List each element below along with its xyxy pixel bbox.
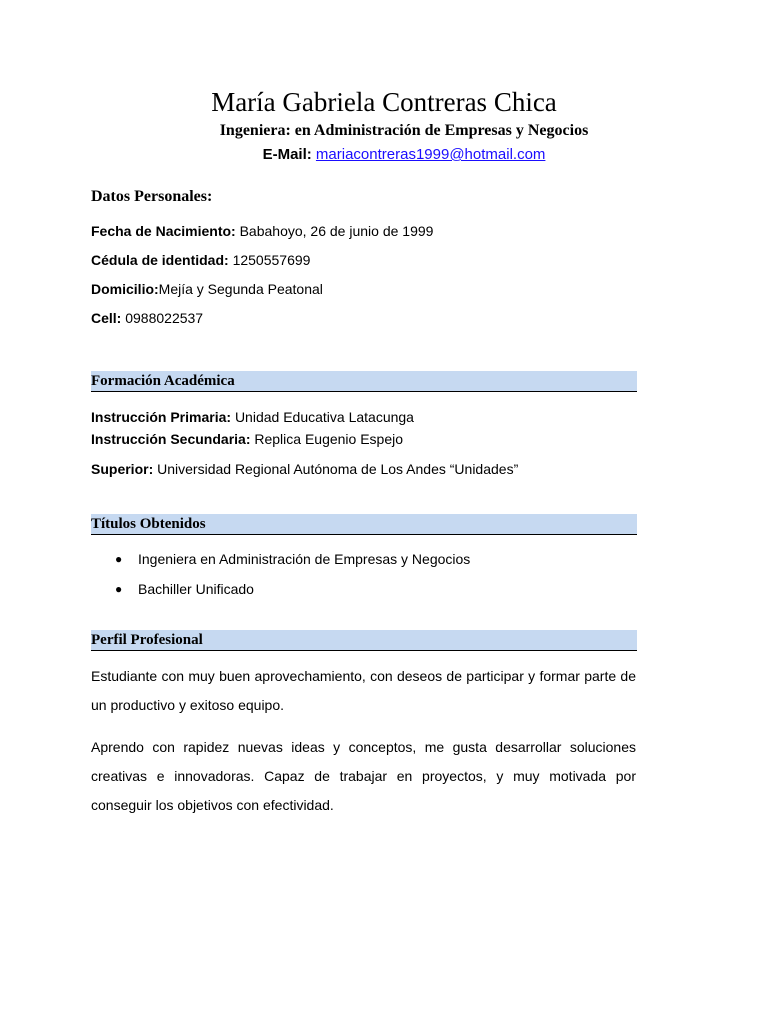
secondary-value: Replica Eugenio Espejo [254,431,404,447]
education-heading: Formación Académica [91,373,235,389]
secondary-field [91,430,403,448]
candidate-name: María Gabriela Contreras Chica [211,87,557,117]
address-label: Domicilio: [91,281,159,297]
birth-label: Fecha de Nacimiento: [91,223,236,239]
id-value: 1250557699 [232,252,311,268]
address-value: Mejía y Segunda Peatonal [158,281,323,297]
email-label: E-Mail: [262,146,312,163]
primary-value: Unidad Educativa Latacunga [234,409,414,425]
profile-paragraph-1: Estudiante con muy buen aprovechamiento, con deseos de participar y formar parte de un productivo y exitoso equipo. [91,668,636,713]
cell-label: Cell: [91,310,122,326]
education-section-bar [91,371,637,392]
cell-value: 0988022537 [125,310,204,326]
profile-paragraph-2: Aprendo con rapidez nuevas ideas y conceptos, me gusta desarrollar soluciones creativas e innovadoras. Capaz de trabajar en proyectos, y muy motivada por conseguir los objetivos con efectividad. [91,739,636,813]
personal-data-heading: Datos Personales: [91,188,213,205]
higher-value: Universidad Regional Autónoma de Los Andes “Unidades” [157,461,519,477]
birth-value: Babahoyo, 26 de junio de 1999 [239,223,434,239]
primary-label: Instrucción Primaria: [91,409,232,425]
id-field [91,251,310,269]
higher-label: Superior: [91,461,154,477]
secondary-label: Instrucción Secundaria: [91,431,251,447]
profile-section-bar [91,630,637,651]
bullet-icon: ● [115,552,123,566]
higher-field [91,460,518,478]
titles-heading: Títulos Obtenidos [91,516,206,532]
candidate-subtitle: Ingeniera: en Administración de Empresas y Negocios [219,122,589,139]
title-item-2: Bachiller Unificado [138,581,254,597]
address-field [91,280,323,298]
birth-field [91,222,433,240]
cell-field [91,309,203,327]
email-line [40,145,768,165]
profile-heading: Perfil Profesional [91,632,203,648]
primary-field [91,408,414,426]
email-link[interactable]: mariacontreras1999@hotmail.com [315,146,546,163]
title-item-1: Ingeniera en Administración de Empresas y Negocios [138,551,471,567]
bullet-icon: ● [115,582,123,596]
titles-section-bar [91,514,637,535]
id-label: Cédula de identidad: [91,252,229,268]
